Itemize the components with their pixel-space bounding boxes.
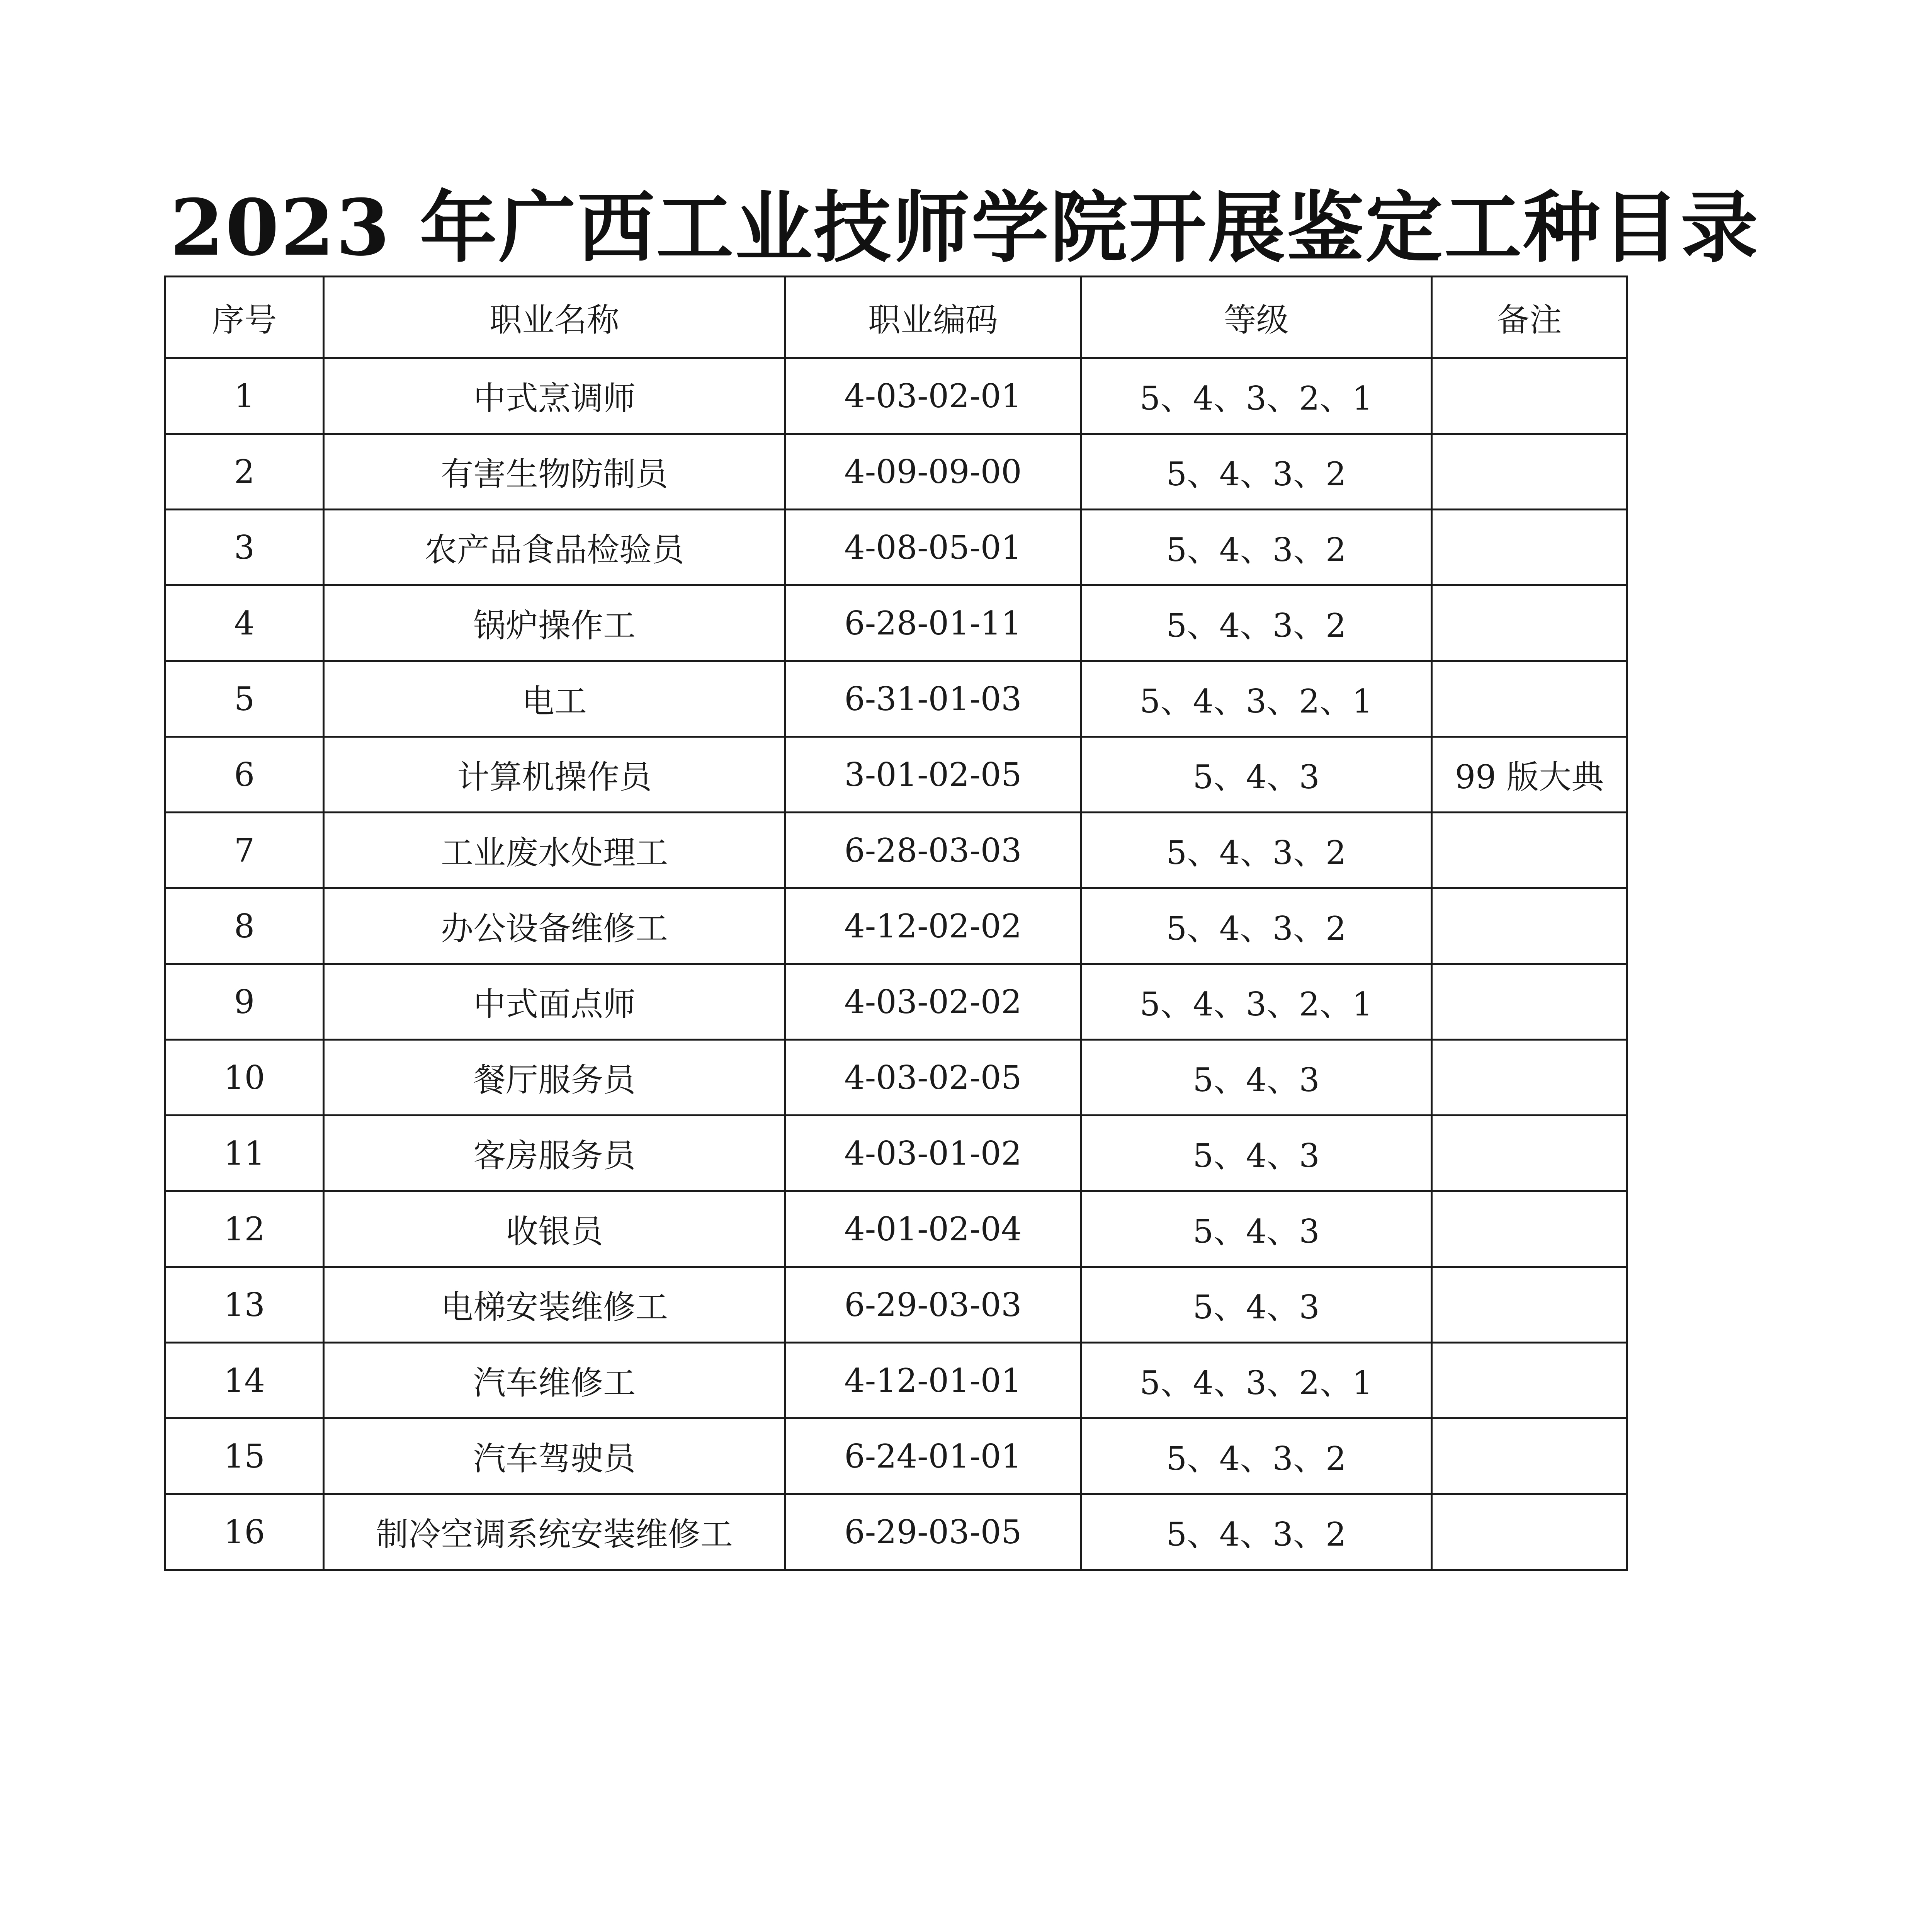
- table-row: [165, 888, 1627, 964]
- row-note: [1432, 888, 1627, 964]
- row-code: 6-29-03-03: [785, 1267, 1081, 1343]
- table-row: [165, 737, 1627, 813]
- row-name: 汽车维修工: [324, 1343, 785, 1418]
- row-level: 5、4、3: [1081, 1267, 1432, 1343]
- row-seq: 8: [165, 888, 324, 964]
- row-level: 5、4、3: [1081, 1191, 1432, 1267]
- row-seq: 5: [165, 661, 324, 737]
- row-seq: 14: [165, 1343, 324, 1418]
- row-level: 5、4、3、2: [1081, 510, 1432, 585]
- row-code: 4-01-02-04: [785, 1191, 1081, 1267]
- table-header-row: [165, 277, 1627, 358]
- row-note: [1432, 1418, 1627, 1494]
- row-seq: 15: [165, 1418, 324, 1494]
- row-name: 制冷空调系统安装维修工: [324, 1494, 785, 1570]
- table-row: [165, 1040, 1627, 1116]
- row-seq: 3: [165, 510, 324, 585]
- row-level: 5、4、3、2: [1081, 585, 1432, 661]
- row-seq: 2: [165, 434, 324, 510]
- table-row: [165, 813, 1627, 888]
- row-note: [1432, 1191, 1627, 1267]
- row-code: 6-28-01-11: [785, 585, 1081, 661]
- row-name: 有害生物防制员: [324, 434, 785, 510]
- row-name: 中式烹调师: [324, 358, 785, 434]
- row-note: [1432, 1343, 1627, 1418]
- header-note: 备注: [1432, 277, 1627, 358]
- row-seq: 12: [165, 1191, 324, 1267]
- row-note: [1432, 358, 1627, 434]
- row-level: 5、4、3、2、1: [1081, 661, 1432, 737]
- row-note: [1432, 434, 1627, 510]
- row-name: 农产品食品检验员: [324, 510, 785, 585]
- row-name: 餐厅服务员: [324, 1040, 785, 1116]
- table-row: [165, 1191, 1627, 1267]
- row-note: [1432, 813, 1627, 888]
- row-name: 办公设备维修工: [324, 888, 785, 964]
- row-code: 4-03-02-01: [785, 358, 1081, 434]
- row-seq: 9: [165, 964, 324, 1040]
- row-level: 5、4、3、2: [1081, 888, 1432, 964]
- row-name: 计算机操作员: [324, 737, 785, 813]
- row-code: 6-31-01-03: [785, 661, 1081, 737]
- document-title: 2023 年广西工业技师学院开展鉴定工种目录: [170, 182, 1760, 273]
- row-code: 3-01-02-05: [785, 737, 1081, 813]
- row-name: 客房服务员: [324, 1116, 785, 1191]
- row-note: [1432, 1267, 1627, 1343]
- row-code: 4-08-05-01: [785, 510, 1081, 585]
- row-name: 电梯安装维修工: [324, 1267, 785, 1343]
- table-row: [165, 1116, 1627, 1191]
- header-code: 职业编码: [785, 277, 1081, 358]
- row-seq: 13: [165, 1267, 324, 1343]
- row-name: 工业废水处理工: [324, 813, 785, 888]
- row-code: 4-09-09-00: [785, 434, 1081, 510]
- header-level: 等级: [1081, 277, 1432, 358]
- row-seq: 1: [165, 358, 324, 434]
- row-seq: 6: [165, 737, 324, 813]
- row-level: 5、4、3: [1081, 737, 1432, 813]
- row-code: 4-12-01-01: [785, 1343, 1081, 1418]
- row-name: 锅炉操作工: [324, 585, 785, 661]
- table-row: [165, 1267, 1627, 1343]
- row-seq: 11: [165, 1116, 324, 1191]
- row-level: 5、4、3、2: [1081, 813, 1432, 888]
- row-note: [1432, 585, 1627, 661]
- row-code: 6-29-03-05: [785, 1494, 1081, 1570]
- row-name: 汽车驾驶员: [324, 1418, 785, 1494]
- table-row: [165, 358, 1627, 434]
- header-name: 职业名称: [324, 277, 785, 358]
- row-level: 5、4、3、2、1: [1081, 1343, 1432, 1418]
- row-note: [1432, 661, 1627, 737]
- row-seq: 16: [165, 1494, 324, 1570]
- row-level: 5、4、3: [1081, 1040, 1432, 1116]
- row-code: 4-03-02-02: [785, 964, 1081, 1040]
- row-seq: 7: [165, 813, 324, 888]
- occupation-catalog-table: [164, 276, 1628, 1571]
- row-name: 电工: [324, 661, 785, 737]
- table-row: [165, 434, 1627, 510]
- row-code: 6-24-01-01: [785, 1418, 1081, 1494]
- row-note: [1432, 964, 1627, 1040]
- table-row: [165, 1418, 1627, 1494]
- row-level: 5、4、3、2、1: [1081, 358, 1432, 434]
- row-level: 5、4、3、2: [1081, 1418, 1432, 1494]
- row-seq: 10: [165, 1040, 324, 1116]
- row-code: 4-03-02-05: [785, 1040, 1081, 1116]
- table-row: [165, 1494, 1627, 1570]
- row-code: 4-12-02-02: [785, 888, 1081, 964]
- row-note: 99 版大典: [1432, 737, 1627, 813]
- row-note: [1432, 1494, 1627, 1570]
- row-note: [1432, 1040, 1627, 1116]
- table-row: [165, 661, 1627, 737]
- table-row: [165, 585, 1627, 661]
- row-note: [1432, 1116, 1627, 1191]
- row-level: 5、4、3、2、1: [1081, 964, 1432, 1040]
- table-row: [165, 964, 1627, 1040]
- row-note: [1432, 510, 1627, 585]
- row-name: 收银员: [324, 1191, 785, 1267]
- row-level: 5、4、3、2: [1081, 434, 1432, 510]
- row-code: 6-28-03-03: [785, 813, 1081, 888]
- row-seq: 4: [165, 585, 324, 661]
- header-seq: 序号: [165, 277, 324, 358]
- row-name: 中式面点师: [324, 964, 785, 1040]
- table-row: [165, 510, 1627, 585]
- row-code: 4-03-01-02: [785, 1116, 1081, 1191]
- row-level: 5、4、3: [1081, 1116, 1432, 1191]
- row-level: 5、4、3、2: [1081, 1494, 1432, 1570]
- table-row: [165, 1343, 1627, 1418]
